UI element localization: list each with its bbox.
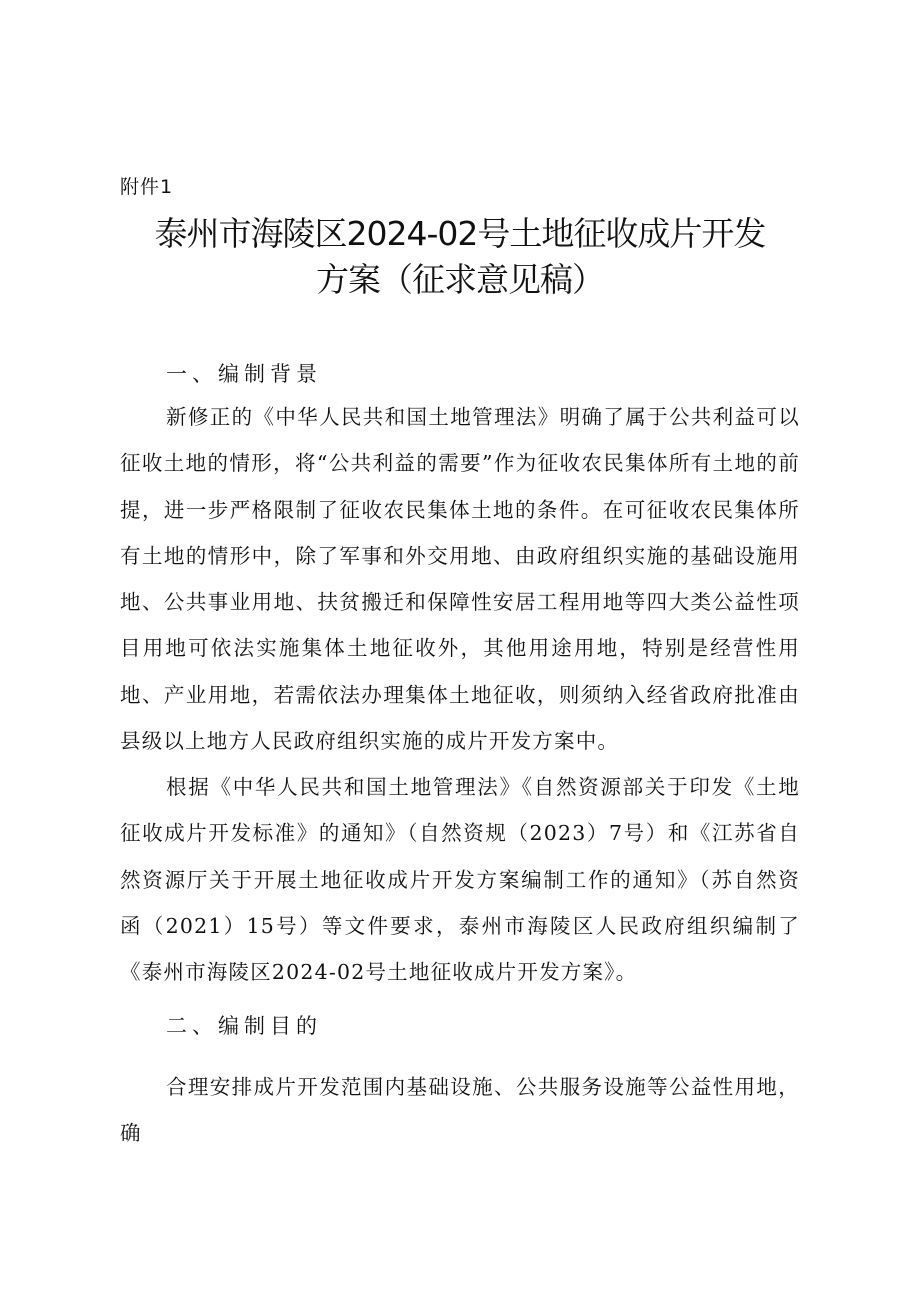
section-heading-purpose: 二、编制目的 — [166, 1014, 322, 1038]
paragraph-background-2: 根据《中华人民共和国土地管理法》《自然资源部关于印发《土地征收成片开发标准》的通知》（自然资规（2023）7号）和《江苏省自然资源厅关于开展土地征收成片开发方案编制工作的通知》（苏自然资函（2021）15号）等文件要求，泰州市海陵区人民政府组织编制了《泰州市海陵区2024-02号土地征收成片开发方案》。 — [120, 775, 800, 985]
document-title-line-1: 泰州市海陵区2024-02号土地征收成片开发 — [154, 214, 766, 253]
attachment-label: 附件1 — [120, 176, 174, 198]
paragraph-purpose-1: 合理安排成片开发范围内基础设施、公共服务设施等公益性用地，确 — [120, 1075, 800, 1146]
paragraph-background-1: 新修正的《中华人民共和国土地管理法》明确了属于公共利益可以征收土地的情形，将“公共利益的需要”作为征收农民集体所有土地的前提，进一步严格限制了征收农民集体土地的条件。在可征收农民集体所有土地的情形中，除了军事和外交用地、由政府组织实施的基础设施用地、公共事业用地、扶贫搬迁和保障性安居工程用地等四大类公益性项目用地可依法实施集体土地征收外，其他用途用地，特别是经营性用地、产业用地，若需依法办理集体土地征收，则须纳入经省政府批准由县级以上地方人民政府组织实施的成片开发方案中。 — [120, 405, 800, 754]
document-title-line-2: 方案（征求意见稿） — [316, 260, 604, 299]
section-heading-background: 一、编制背景 — [166, 362, 322, 386]
